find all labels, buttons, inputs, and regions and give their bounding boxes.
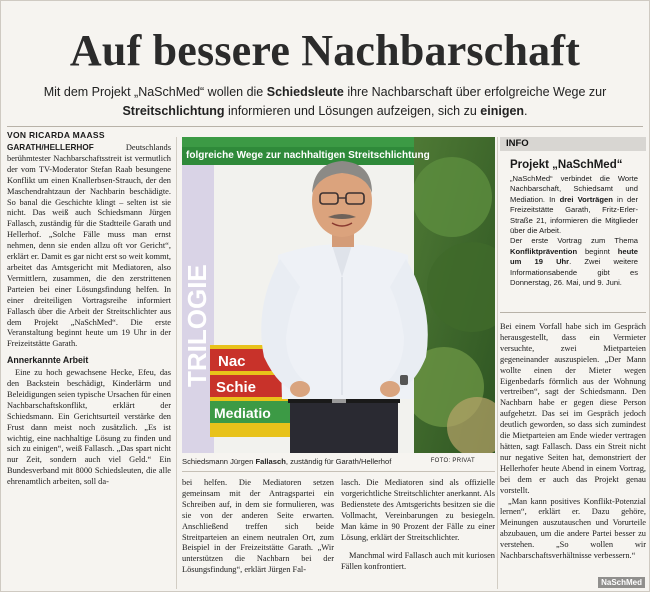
column-separator-2 (497, 137, 498, 589)
subhead-text-4: . (524, 104, 528, 118)
photo-vertical-text: TRILOGIE (182, 264, 212, 387)
col1-paragraph-2: Eine zu hoch gewachsene Hecke, Efeu, das den Backstein beschädigt, Kinderlärm und Beleidigungen seien typische Ursachen für einen Nachbarschaftskonflikt, erklärt der Schiedsmann. Ein Gerichtsurteil verstärke den Frust dann meist noch zusätzlich. „Es ist wichtig, eine nachhaltige Lösung zu finden und sich zu einigen“, weiß Fallasch. „Das spart nicht nur Zeit, sondern auch viel Geld.“ Ein Bundesverband mit 8000 Schiedsleuten, die alle ehrenamtlich arbeiten, soll da- (7, 368, 171, 487)
photo-illustration (182, 137, 495, 453)
col3-paragraph-1: lasch. Die Mediatoren sind als offizielle vorgerichtliche Streitschlichter anerkannt. Als Bedienstete des Amtsgerichts besitzen sie die Vollmacht, Vereinbarungen zu besiegeln. Man käme in 90 Prozent der Fälle zu einer Lösung, erklärt der Streitschlichter. (341, 478, 495, 542)
col3-paragraph-2: Manchmal wird Fallasch auch mit kuriosen Fällen konfrontiert. (341, 551, 495, 572)
photo-sign-line-2: Schie (216, 379, 257, 396)
dateline: GARATH/HELLERHOF (7, 143, 94, 152)
info-text-5: . Zwei weitere Informationsabende gibt es Donnerstag, 26. Mai, und 9. Juni. (510, 257, 639, 288)
article-column-1 (7, 143, 171, 488)
subheadline (41, 83, 609, 121)
subhead-bold-2: Streitschlichtung (122, 104, 225, 118)
caption-name: Fallasch (255, 457, 286, 466)
photo-sign-line-1: Nac (218, 353, 246, 370)
subhead-text-3: informieren und Lösungen aufzeigen, sich zu (224, 104, 481, 118)
subhead-bold-3: einigen (480, 104, 525, 118)
subhead-text-1: Mit dem Projekt „NaSchMed“ wollen die (43, 85, 267, 99)
subhead-text-2: ihre Nachbarschaft über erfolgreiche Wege zur (343, 85, 607, 99)
column-separator-1 (176, 137, 177, 589)
subhead-bold-1: Schiedsleute (266, 85, 344, 99)
info-tag: INFO (500, 137, 646, 151)
byline: VON RICARDA MAASS (7, 130, 105, 140)
top-rule (7, 126, 643, 127)
info-text-3: Der erste Vortrag zum Thema (510, 236, 638, 246)
caption-suffix: , zuständig für Garath/Hellerhof (285, 457, 392, 466)
info-text-2: in der Freizeitstätte Garath, Fritz-Erler-Straße 21, informieren die Mitglieder über die Arbeit. (510, 194, 639, 236)
photo-banner-text: folgreiche Wege zur nachhaltigen Streitschlichtung (186, 150, 430, 161)
col2-paragraph: bei helfen. Die Mediatoren setzen gemeinsam mit der Antragspartei ein Schreiben auf, in dem sie formulieren, was sie von der anderen Seite erwarten. Anschließend treffen sich beide Streitparteien an einem neutralen Ort, zum Beispiel in der Freizeitstätte Garath. „Wir unterstützen die Nachbarn bei der Lösungsfindung“, erklärt Jürgen Fal- (182, 478, 334, 575)
info-paragraph-1 (510, 174, 638, 236)
info-text-1: „NaSchMed“ verbindet die Worte Nachbarschaft, Schiedsamt und Mediation. In (510, 174, 638, 204)
subheading: Annerkannte Arbeit (7, 355, 89, 366)
watermark: NaSchMed (598, 577, 645, 588)
col4-paragraph-1: Bei einem Vorfall habe sich im Gespräch herausgestellt, dass ein Vermieter versuchte, zwei Mietparteien gegeneinander auszuspielen. „Der Mann wollte einen der Mieter wegen Eigenbedarfs förmlich aus der Wohnung vertreiben“, sagt der Schiedsmann. Den Nachbarn habe er gegen diese Person aufgehetzt. Das sei im Gespräch jedoch deutlich geworden, so dass sich zumindest die Mietparteien am Ende wieder vertragen hätten, sagt Fallasch. Dass ein Streit nicht nur negative Seiten hat, demonstriert der Hellerhofer heute Abend in einem Vortrag, bei dem er auch das Projekt genau vorstellt. (500, 322, 646, 495)
headline: Auf bessere Nachbarschaft (69, 26, 581, 75)
article-column-3 (341, 478, 495, 573)
info-text-4: beginnt (577, 246, 618, 256)
info-bold-2: Konfliktprävention (510, 246, 578, 256)
photo-sign-line-3: Mediatio (214, 405, 271, 421)
article-column-2 (182, 478, 334, 576)
caption-prefix: Schiedsmann Jürgen (182, 457, 256, 466)
photo-credit: FOTO: PRIVAT (430, 458, 475, 464)
info-bold-3: heute um 19 Uhr (510, 246, 638, 267)
info-rule (500, 312, 646, 313)
info-title: Projekt „NaSchMed“ (510, 159, 623, 171)
col1-paragraph-1: Deutschlands berühmtester Nachbarschaftsstreit ist vermutlich der vom TV-Moderator Stefan Raab besungene Konflikt um einen Knallerbsen-Strauch, der den Maschendrahtzaun der Nachbarin beschädigte. So banal die Geschichte klingt – selten ist sie nicht. Das weiß auch Schiedsmann Jürgen Fallasch, zuständig für die Stadtteile Garath und Hellerhof. „Solche Fälle muss man ernst nehmen, denn sie enden allzu oft vor Gericht“, erklärt er. Damit es gar nicht erst so weit kommt, arbeitet das Amtsgericht mit Mediatoren, also Vermittlern, zusammen, die den zerstrittenen Parteien bei einer Lösungsfindung helfen. In einer dreiteiligen Vortragsreihe informiert Fallasch über die Arbeit der Streitschlichter aus dem Projekt „NaSchMed“. Die erste Veranstaltung beginnt heute um 19 Uhr in der Freizeitstätte Garath. (7, 143, 171, 349)
article-photo (182, 137, 495, 453)
info-box (500, 137, 646, 307)
col4-paragraph-2: „Man kann positives Konflikt-Potenzial lernen“, erklärt er. Dazu gehöre, Meinungen auszutauschen und Vorurteile abzubauen, um die andere Partei besser zu verstehen. „So wollen wir Nachbarschaftsverhältnisse verbessern.“ (500, 496, 646, 561)
caption-rule (182, 471, 495, 472)
info-paragraph-2 (510, 236, 638, 288)
photo-caption (182, 457, 495, 466)
article-column-4 (500, 322, 646, 562)
info-bold-1: drei Vorträgen (559, 194, 613, 204)
